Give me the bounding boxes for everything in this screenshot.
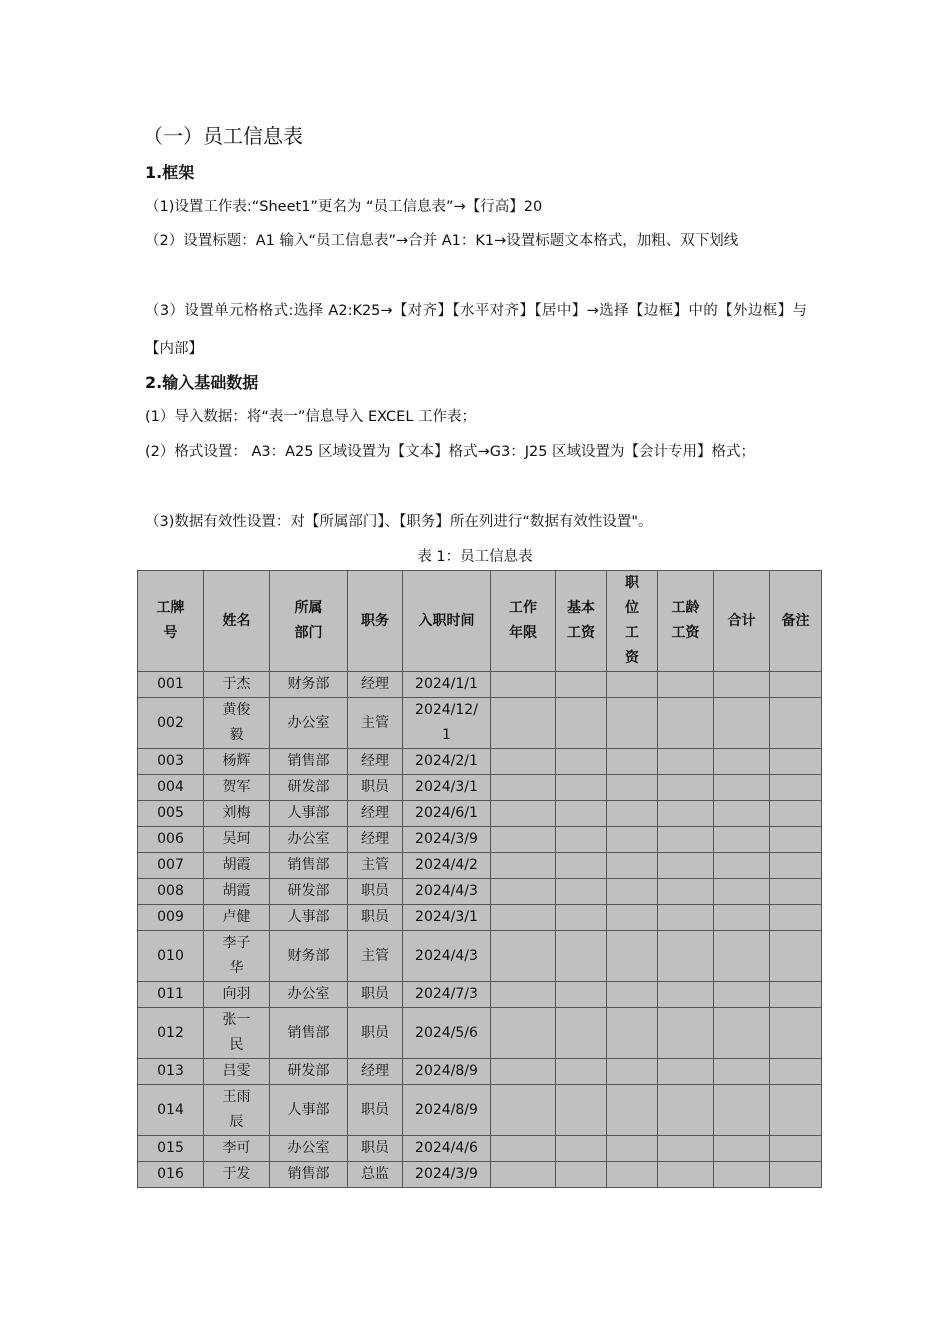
- table-cell: 人事部: [270, 1085, 348, 1136]
- table-cell: 办公室: [270, 827, 348, 853]
- table-cell: [770, 749, 822, 775]
- table-cell: 经理: [348, 749, 403, 775]
- table-cell: 009: [138, 905, 204, 931]
- table-cell: [556, 1162, 607, 1188]
- table-cell: 于杰: [204, 672, 270, 698]
- section1-item-3: （3）设置单元格格式:选择 A2:K25→【对齐】【水平对齐】【居中】→选择【边框】中的【外边框】与【内部】: [145, 303, 807, 357]
- table-cell: [770, 827, 822, 853]
- table-cell: [658, 801, 714, 827]
- table-cell: [714, 982, 770, 1008]
- table-cell: [556, 801, 607, 827]
- column-header: 备注: [770, 571, 822, 672]
- table-cell: 2024/3/9: [403, 1162, 491, 1188]
- table-row: [138, 879, 822, 905]
- table-cell: 004: [138, 775, 204, 801]
- table-row: [138, 1008, 822, 1059]
- column-header: 工龄工资: [658, 571, 714, 672]
- table-cell: [658, 931, 714, 982]
- table-cell: [607, 1059, 658, 1085]
- table-cell: [556, 931, 607, 982]
- table-cell: [556, 879, 607, 905]
- table-row: [138, 775, 822, 801]
- table-cell: [556, 1008, 607, 1059]
- table-row: [138, 1059, 822, 1085]
- table-cell: 职员: [348, 879, 403, 905]
- table-cell: [714, 672, 770, 698]
- table-cell: 职员: [348, 775, 403, 801]
- table-cell: [556, 749, 607, 775]
- table-cell: [607, 775, 658, 801]
- table-cell: [658, 982, 714, 1008]
- table-cell: [658, 698, 714, 749]
- table-cell: 于发: [204, 1162, 270, 1188]
- table-cell: [491, 775, 556, 801]
- table-cell: [714, 1008, 770, 1059]
- table-cell: 销售部: [270, 853, 348, 879]
- table-cell: 销售部: [270, 1008, 348, 1059]
- table-cell: [714, 853, 770, 879]
- document-heading: （一）员工信息表: [143, 124, 303, 148]
- table-cell: 胡霞: [204, 853, 270, 879]
- column-header: 职务: [348, 571, 403, 672]
- table-cell: 主管: [348, 931, 403, 982]
- table-cell: 2024/4/3: [403, 879, 491, 905]
- table-cell: [770, 905, 822, 931]
- table-cell: [607, 1162, 658, 1188]
- table-cell: 006: [138, 827, 204, 853]
- table-cell: [714, 698, 770, 749]
- table-cell: [658, 879, 714, 905]
- column-header: 姓名: [204, 571, 270, 672]
- section1-item-2: （2）设置标题：A1 输入“员工信息表”→合并 A1：K1→设置标题文本格式，加粗、双下划线: [145, 233, 739, 249]
- table-cell: 李子华: [204, 931, 270, 982]
- table-cell: 003: [138, 749, 204, 775]
- table-row: [138, 801, 822, 827]
- table-cell: [607, 1008, 658, 1059]
- table-cell: [491, 749, 556, 775]
- table-cell: 2024/8/9: [403, 1059, 491, 1085]
- table-cell: 008: [138, 879, 204, 905]
- table-cell: [607, 698, 658, 749]
- table-cell: [770, 672, 822, 698]
- table-cell: 人事部: [270, 801, 348, 827]
- table-cell: 职员: [348, 905, 403, 931]
- table-cell: [658, 1059, 714, 1085]
- table-cell: [658, 1162, 714, 1188]
- table-cell: 主管: [348, 698, 403, 749]
- table-cell: 2024/7/3: [403, 982, 491, 1008]
- table-cell: [714, 879, 770, 905]
- table-cell: 销售部: [270, 749, 348, 775]
- table-cell: [607, 879, 658, 905]
- table-cell: [770, 1162, 822, 1188]
- table-cell: [556, 1085, 607, 1136]
- section2-item-2: (2）格式设置： A3：A25 区域设置为【文本】格式→G3：J25 区域设置为【会计专用】格式；: [145, 444, 756, 460]
- section1-item-1: （1)设置工作表:“Sheet1”更名为 “员工信息表”→【行高】20: [145, 199, 543, 215]
- table-cell: [714, 1162, 770, 1188]
- table-cell: 2024/3/1: [403, 775, 491, 801]
- table-cell: 李可: [204, 1136, 270, 1162]
- table-cell: 2024/5/6: [403, 1008, 491, 1059]
- table-cell: [491, 879, 556, 905]
- table-cell: [658, 1085, 714, 1136]
- table-cell: [607, 1136, 658, 1162]
- table-cell: [770, 1059, 822, 1085]
- table-cell: 人事部: [270, 905, 348, 931]
- table-cell: [714, 801, 770, 827]
- table-cell: [607, 982, 658, 1008]
- table-row: [138, 982, 822, 1008]
- table-cell: 经理: [348, 1059, 403, 1085]
- table-cell: 研发部: [270, 775, 348, 801]
- section1-title: 1.框架: [145, 163, 195, 182]
- table-row: [138, 1162, 822, 1188]
- table-cell: [770, 879, 822, 905]
- table-cell: [658, 775, 714, 801]
- column-header: 合计: [714, 571, 770, 672]
- table-cell: [714, 1136, 770, 1162]
- column-header: 所属部门: [270, 571, 348, 672]
- table-cell: [491, 1085, 556, 1136]
- table-cell: [556, 775, 607, 801]
- table-cell: 005: [138, 801, 204, 827]
- table-cell: 职员: [348, 982, 403, 1008]
- table-cell: 总监: [348, 1162, 403, 1188]
- table-cell: 吴珂: [204, 827, 270, 853]
- table-cell: 002: [138, 698, 204, 749]
- table-cell: 黄俊毅: [204, 698, 270, 749]
- column-header: 工作年限: [491, 571, 556, 672]
- section2-title: 2.输入基础数据: [145, 373, 259, 392]
- table-cell: 001: [138, 672, 204, 698]
- table-cell: 职员: [348, 1136, 403, 1162]
- table-cell: [607, 801, 658, 827]
- table-cell: [556, 905, 607, 931]
- table-cell: 贺军: [204, 775, 270, 801]
- table-cell: 王雨辰: [204, 1085, 270, 1136]
- table-cell: 办公室: [270, 698, 348, 749]
- column-header: 入职时间: [403, 571, 491, 672]
- table-row: [138, 672, 822, 698]
- table-cell: 财务部: [270, 672, 348, 698]
- table-cell: [607, 931, 658, 982]
- table-cell: 015: [138, 1136, 204, 1162]
- table-cell: [770, 931, 822, 982]
- table-cell: 研发部: [270, 879, 348, 905]
- table-cell: 2024/1/1: [403, 672, 491, 698]
- employee-table: [137, 570, 822, 1188]
- table-cell: 财务部: [270, 931, 348, 982]
- table-row: [138, 749, 822, 775]
- table-cell: [491, 1162, 556, 1188]
- table-cell: [714, 905, 770, 931]
- table-cell: [491, 698, 556, 749]
- table-cell: 007: [138, 853, 204, 879]
- table-cell: 2024/4/2: [403, 853, 491, 879]
- table-cell: [491, 1059, 556, 1085]
- table-cell: 向羽: [204, 982, 270, 1008]
- table-cell: 2024/4/6: [403, 1136, 491, 1162]
- table-cell: [714, 749, 770, 775]
- table-caption: 表 1：员工信息表: [417, 549, 533, 565]
- table-cell: [556, 1136, 607, 1162]
- table-cell: 010: [138, 931, 204, 982]
- table-cell: 职员: [348, 1085, 403, 1136]
- table-cell: [607, 749, 658, 775]
- table-cell: [770, 1008, 822, 1059]
- table-cell: 2024/2/1: [403, 749, 491, 775]
- table-cell: [556, 827, 607, 853]
- table-cell: [658, 1136, 714, 1162]
- table-cell: 胡霞: [204, 879, 270, 905]
- column-header: 工牌号: [138, 571, 204, 672]
- table-row: [138, 931, 822, 982]
- table-cell: 2024/8/9: [403, 1085, 491, 1136]
- table-cell: 研发部: [270, 1059, 348, 1085]
- table-cell: [714, 775, 770, 801]
- table-cell: 经理: [348, 827, 403, 853]
- table-cell: [556, 853, 607, 879]
- section2-item-3: （3)数据有效性设置：对【所属部门】、【职务】所在列进行“数据有效性设置"。: [145, 514, 653, 530]
- table-row: [138, 1136, 822, 1162]
- table-cell: [714, 931, 770, 982]
- table-cell: [658, 749, 714, 775]
- table-cell: [714, 1085, 770, 1136]
- table-cell: 2024/3/9: [403, 827, 491, 853]
- table-cell: 卢健: [204, 905, 270, 931]
- table-cell: [607, 1085, 658, 1136]
- table-cell: [491, 827, 556, 853]
- table-cell: [658, 827, 714, 853]
- table-cell: [491, 672, 556, 698]
- table-row: [138, 1085, 822, 1136]
- table-cell: [658, 1008, 714, 1059]
- table-cell: [556, 672, 607, 698]
- table-cell: [491, 853, 556, 879]
- table-cell: [607, 905, 658, 931]
- table-cell: 2024/4/3: [403, 931, 491, 982]
- table-cell: [714, 827, 770, 853]
- table-cell: [491, 931, 556, 982]
- table-cell: [770, 1136, 822, 1162]
- table-cell: 013: [138, 1059, 204, 1085]
- column-header: 职位工资: [607, 571, 658, 672]
- table-cell: 2024/6/1: [403, 801, 491, 827]
- table-cell: [491, 982, 556, 1008]
- table-row: [138, 827, 822, 853]
- table-cell: 014: [138, 1085, 204, 1136]
- table-row: [138, 905, 822, 931]
- table-cell: [491, 905, 556, 931]
- table-cell: [770, 982, 822, 1008]
- table-row: [138, 853, 822, 879]
- table-cell: 销售部: [270, 1162, 348, 1188]
- table-cell: [556, 982, 607, 1008]
- table-header-row: [138, 571, 822, 672]
- column-header: 基本工资: [556, 571, 607, 672]
- table-cell: [658, 672, 714, 698]
- table-cell: [658, 905, 714, 931]
- table-cell: 2024/3/1: [403, 905, 491, 931]
- table-cell: 主管: [348, 853, 403, 879]
- table-cell: 011: [138, 982, 204, 1008]
- table-cell: [607, 827, 658, 853]
- table-cell: 吕雯: [204, 1059, 270, 1085]
- table-cell: 012: [138, 1008, 204, 1059]
- table-cell: [556, 1059, 607, 1085]
- table-cell: 办公室: [270, 982, 348, 1008]
- table-cell: [491, 801, 556, 827]
- table-cell: [491, 1008, 556, 1059]
- table-row: [138, 698, 822, 749]
- table-cell: [607, 853, 658, 879]
- table-cell: 2024/12/1: [403, 698, 491, 749]
- table-cell: [770, 775, 822, 801]
- table-cell: [658, 853, 714, 879]
- table-cell: 016: [138, 1162, 204, 1188]
- table-cell: [770, 698, 822, 749]
- table-cell: 经理: [348, 801, 403, 827]
- table-cell: 杨辉: [204, 749, 270, 775]
- section2-item-1: (1）导入数据：将“表一”信息导入 EXCEL 工作表；: [145, 409, 477, 425]
- table-cell: [491, 1136, 556, 1162]
- table-cell: [556, 698, 607, 749]
- table-cell: [714, 1059, 770, 1085]
- table-cell: [770, 853, 822, 879]
- table-cell: [770, 1085, 822, 1136]
- table-cell: 刘梅: [204, 801, 270, 827]
- table-cell: 经理: [348, 672, 403, 698]
- table-cell: 张一民: [204, 1008, 270, 1059]
- table-cell: [607, 672, 658, 698]
- table-cell: 职员: [348, 1008, 403, 1059]
- table-cell: [770, 801, 822, 827]
- table-cell: 办公室: [270, 1136, 348, 1162]
